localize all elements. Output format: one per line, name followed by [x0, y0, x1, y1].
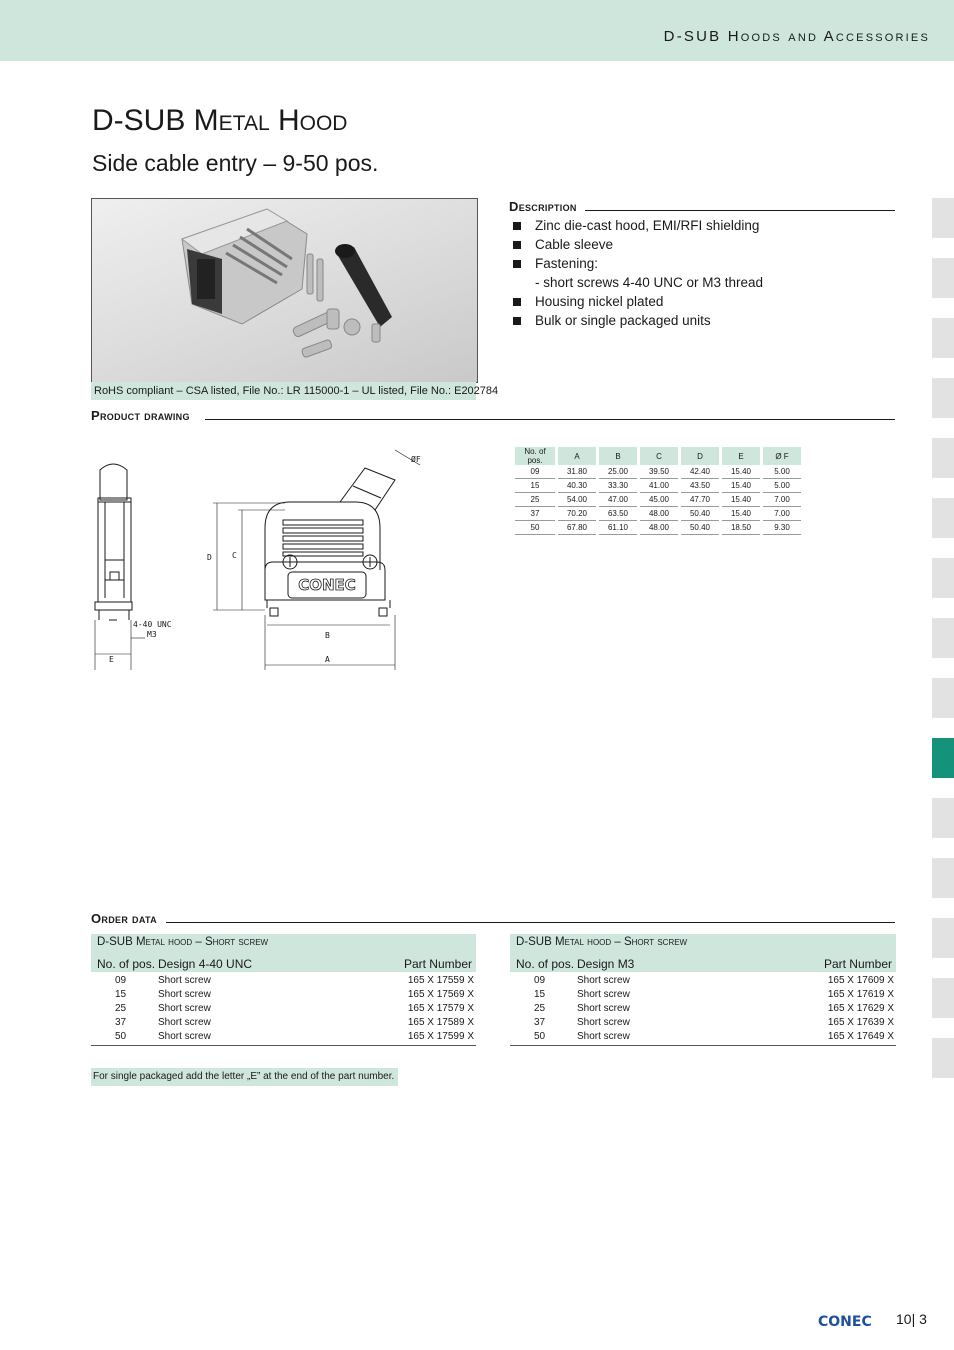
column-header: Part Number	[403, 957, 472, 971]
table-cell: 5.00	[763, 479, 801, 493]
order-table-unc	[91, 934, 476, 1046]
table-header: E	[722, 447, 760, 465]
table-cell: 48.00	[640, 521, 678, 535]
page-number: 10| 3	[896, 1311, 927, 1327]
table-header: C	[640, 447, 678, 465]
table-cell: 5.00	[763, 465, 801, 479]
part-number-cell: 165 X 17579 X	[407, 1003, 474, 1014]
product-drawing-rule	[205, 419, 895, 420]
table-cell: 50.40	[681, 521, 719, 535]
section-tab[interactable]	[932, 918, 954, 958]
table-cell: 41.00	[640, 479, 678, 493]
table-row	[91, 1003, 476, 1017]
pos-cell: 37	[534, 1017, 546, 1028]
dim-label-d: D	[207, 553, 212, 562]
table-row	[515, 507, 801, 521]
table-cell: 47.70	[681, 493, 719, 507]
dim-label-a: A	[325, 655, 330, 664]
design-cell: Short screw	[158, 989, 211, 1000]
column-header: Design 4-40 UNC	[158, 957, 253, 971]
column-header: Part Number	[823, 957, 892, 971]
table-row	[515, 465, 801, 479]
table-header: Ø F	[763, 447, 801, 465]
conec-logo	[818, 1311, 880, 1329]
table-cell: 50.40	[681, 507, 719, 521]
table-row	[91, 1017, 476, 1031]
table-header: No. of pos.	[515, 447, 555, 465]
table-cell: 25.00	[599, 465, 637, 479]
table-row	[510, 1017, 896, 1031]
order-data-rule	[166, 922, 895, 923]
table-cell: 18.50	[722, 521, 760, 535]
table-row	[91, 1031, 476, 1045]
table-cell: 31.80	[558, 465, 596, 479]
list-item: Zinc die-cast hood, EMI/RFI shielding	[509, 216, 763, 235]
order-table-m3	[510, 934, 896, 1046]
dim-label-b: B	[325, 631, 330, 640]
pos-cell: 25	[534, 1003, 546, 1014]
part-number-cell: 165 X 17619 X	[827, 989, 894, 1000]
design-cell: Short screw	[158, 1017, 211, 1028]
part-number-cell: 165 X 17559 X	[407, 975, 474, 986]
section-tab[interactable]	[932, 318, 954, 358]
page-subtitle: Side cable entry – 9-50 pos.	[92, 150, 379, 176]
section-tab[interactable]	[932, 618, 954, 658]
pos-cell: 09	[534, 975, 546, 986]
design-cell: Short screw	[577, 1017, 630, 1028]
product-photo	[91, 198, 478, 383]
header-title: D-SUB Hoods and Accessories	[663, 28, 930, 45]
table-cell: 61.10	[599, 521, 637, 535]
table-cell: 39.50	[640, 465, 678, 479]
pos-cell: 50	[534, 1031, 546, 1042]
section-tab[interactable]	[932, 498, 954, 538]
table-header: B	[599, 447, 637, 465]
technical-drawing	[85, 440, 421, 675]
table-cell: 43.50	[681, 479, 719, 493]
table-cell: 15.40	[722, 479, 760, 493]
column-header: No. of pos.	[516, 957, 575, 971]
table-row	[515, 479, 801, 493]
rohs-note: RoHS compliant – CSA listed, File No.: LR 115000-1 – UL listed, File No.: E202784	[91, 382, 476, 400]
section-tab[interactable]	[932, 198, 954, 238]
table-cell: 67.80	[558, 521, 596, 535]
part-number-cell: 165 X 17569 X	[407, 989, 474, 1000]
section-tab[interactable]	[932, 978, 954, 1018]
pos-cell: 37	[115, 1017, 127, 1028]
table-header: A	[558, 447, 596, 465]
pos-cell: 09	[115, 975, 127, 986]
part-number-cell: 165 X 17609 X	[827, 975, 894, 986]
table-cell: 37	[515, 507, 555, 521]
page-header	[0, 0, 954, 61]
column-header: No. of pos.	[97, 957, 156, 971]
table-row	[510, 975, 896, 989]
section-tab[interactable]	[932, 558, 954, 598]
table-row	[510, 1031, 896, 1045]
thread-label-unc: 4-40 UNC	[133, 620, 172, 629]
page-title: D-SUB Metal Hood	[92, 104, 348, 137]
table-cell: 48.00	[640, 507, 678, 521]
list-item: Bulk or single packaged units	[509, 311, 763, 330]
part-number-cell: 165 X 17589 X	[407, 1017, 474, 1028]
table-cell: 33.30	[599, 479, 637, 493]
pos-cell: 15	[534, 989, 546, 1000]
design-cell: Short screw	[577, 975, 630, 986]
table-cell: 9.30	[763, 521, 801, 535]
table-row	[515, 493, 801, 507]
table-cell: 50	[515, 521, 555, 535]
order-table-title: D-SUB Metal hood – Short screw	[97, 936, 269, 948]
table-cell: 42.40	[681, 465, 719, 479]
table-cell: 40.30	[558, 479, 596, 493]
part-number-cell: 165 X 17629 X	[827, 1003, 894, 1014]
pos-cell: 25	[115, 1003, 127, 1014]
thread-label-m3: M3	[147, 630, 157, 639]
design-cell: Short screw	[158, 1003, 211, 1014]
order-table-body	[510, 972, 896, 1046]
table-cell: 54.00	[558, 493, 596, 507]
design-cell: Short screw	[158, 975, 211, 986]
product-drawing-heading: Product drawing	[91, 408, 190, 423]
part-number-cell: 165 X 17639 X	[827, 1017, 894, 1028]
section-tab[interactable]	[932, 258, 954, 298]
table-row	[91, 975, 476, 989]
table-row	[510, 1003, 896, 1017]
section-tab[interactable]	[932, 1038, 954, 1078]
design-cell: Short screw	[577, 989, 630, 1000]
design-cell: Short screw	[577, 1031, 630, 1042]
design-cell: Short screw	[158, 1031, 211, 1042]
table-cell: 15.40	[722, 465, 760, 479]
pos-cell: 50	[115, 1031, 127, 1042]
section-tab[interactable]	[932, 678, 954, 718]
section-tab[interactable]	[932, 438, 954, 478]
table-row	[510, 989, 896, 1003]
table-row	[91, 989, 476, 1003]
table-cell: 63.50	[599, 507, 637, 521]
section-tab-active[interactable]	[932, 738, 954, 778]
order-note: For single packaged add the letter „E” at the end of the part number.	[91, 1068, 398, 1086]
order-table-header	[91, 934, 476, 972]
table-header: D	[681, 447, 719, 465]
list-item: - short screws 4-40 UNC or M3 thread	[535, 275, 764, 290]
table-header-row	[515, 447, 801, 465]
dim-label-e: E	[109, 655, 114, 664]
dim-label-f: ØF	[411, 455, 421, 464]
table-cell: 15.40	[722, 507, 760, 521]
part-number-cell: 165 X 17649 X	[827, 1031, 894, 1042]
section-tab[interactable]	[932, 378, 954, 418]
product-photo-illustration	[92, 199, 477, 382]
design-cell: Short screw	[577, 1003, 630, 1014]
hood-logo: CONEC	[298, 576, 356, 594]
part-number-cell: 165 X 17599 X	[407, 1031, 474, 1042]
table-cell: 09	[515, 465, 555, 479]
section-tab[interactable]	[932, 798, 954, 838]
list-item: Housing nickel plated	[509, 292, 763, 311]
pos-cell: 15	[115, 989, 127, 1000]
description-heading: Description	[509, 199, 577, 214]
dim-label-c: C	[232, 551, 237, 560]
table-cell: 7.00	[763, 493, 801, 507]
order-data-heading: Order data	[91, 911, 157, 926]
list-item: Cable sleeve	[509, 235, 763, 254]
conec-logo-text: CONEC	[818, 1314, 872, 1330]
order-table-body	[91, 972, 476, 1046]
order-table-title: D-SUB Metal hood – Short screw	[516, 936, 688, 948]
dimensions-table	[512, 447, 804, 535]
description-list	[509, 216, 763, 330]
section-tab[interactable]	[932, 858, 954, 898]
description-rule	[585, 210, 895, 211]
column-header: Design M3	[577, 957, 635, 971]
table-cell: 45.00	[640, 493, 678, 507]
table-row	[515, 521, 801, 535]
table-cell: 15.40	[722, 493, 760, 507]
list-item: Fastening:	[509, 254, 763, 273]
table-cell: 7.00	[763, 507, 801, 521]
table-cell: 15	[515, 479, 555, 493]
table-cell: 47.00	[599, 493, 637, 507]
table-cell: 70.20	[558, 507, 596, 521]
table-cell: 25	[515, 493, 555, 507]
order-table-header	[510, 934, 896, 972]
